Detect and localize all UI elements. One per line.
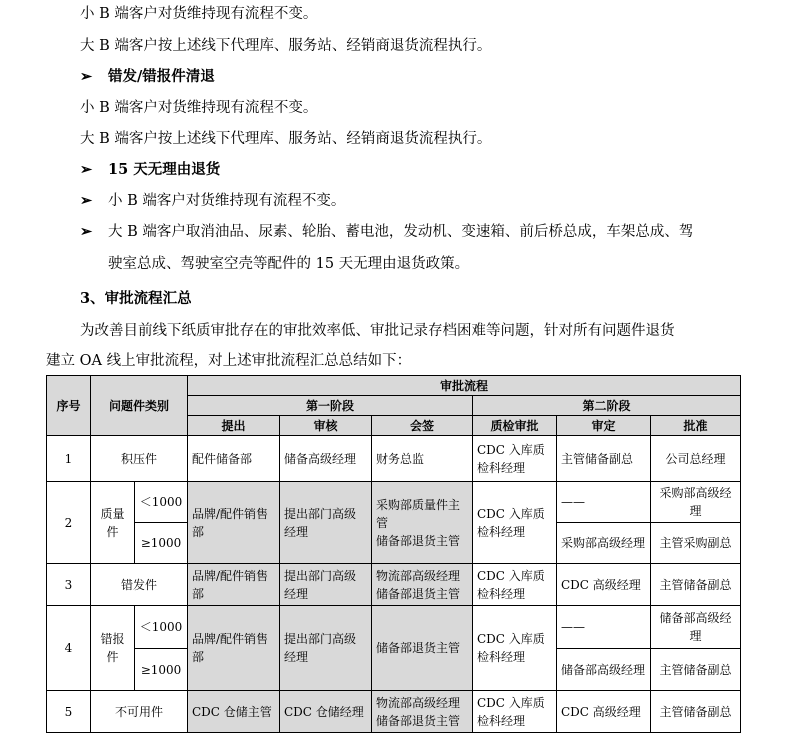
cell-cosign: 财务总监	[372, 436, 473, 482]
cosign-line: 物流部高级经理	[376, 695, 461, 710]
cell-seq: 1	[47, 436, 91, 482]
cosign-line: 采购部质量件主管	[376, 497, 461, 530]
cell-review: 储备高级经理	[280, 436, 372, 482]
cell-qc: CDC 入库质检科经理	[473, 436, 557, 482]
cell-subcategory: ＜1000	[135, 606, 188, 649]
cell-subcategory: ＜1000	[135, 482, 188, 523]
cell-submit: CDC 仓储主管	[188, 691, 280, 733]
header-submit: 提出	[188, 416, 280, 436]
cell-cosign: 储备部退货主管	[372, 606, 473, 691]
cell-approve: 主管储备副总	[651, 649, 741, 691]
cell-seq: 5	[47, 691, 91, 733]
cell-confirm: 储备部高级经理	[557, 649, 651, 691]
cosign-line: 储备部退货主管	[376, 586, 461, 601]
bullet-text: 小 B 端客户对货维持现有流程不变。	[108, 193, 346, 209]
cell-confirm: 采购部高级经理	[557, 523, 651, 564]
bullet-item	[80, 191, 345, 211]
header-review: 审核	[280, 416, 372, 436]
cell-seq: 2	[47, 482, 91, 564]
header-approve: 批准	[651, 416, 741, 436]
header-stage-2: 第二阶段	[473, 396, 741, 416]
cell-category: 错发件	[91, 564, 188, 606]
cell-category: 不可用件	[91, 691, 188, 733]
cell-qc: CDC 入库质检科经理	[473, 564, 557, 606]
cell-subcategory: ≥1000	[135, 649, 188, 691]
table-row	[47, 564, 741, 606]
text-line: 建立 OA 线上审批流程，对上述审批流程汇总总结如下：	[46, 353, 412, 369]
text-line: 大 B 端客户按上述线下代理库、服务站、经销商退货流程执行。	[80, 131, 492, 147]
bullet-item	[80, 222, 693, 242]
text-line: 大 B 端客户按上述线下代理库、服务站、经销商退货流程执行。	[80, 38, 492, 54]
table-row	[47, 691, 741, 733]
cell-approve: 储备部高级经理	[651, 606, 741, 649]
cell-approve: 采购部高级经理	[651, 482, 741, 523]
cell-seq: 4	[47, 606, 91, 691]
cell-review: 提出部门高级经理	[280, 564, 372, 606]
cell-confirm: CDC 高级经理	[557, 691, 651, 733]
cell-qc: CDC 入库质检科经理	[473, 606, 557, 691]
approval-table	[46, 375, 741, 733]
cell-confirm: CDC 高级经理	[557, 564, 651, 606]
cell-cosign	[372, 691, 473, 733]
cell-qc: CDC 入库质检科经理	[473, 691, 557, 733]
cell-approve: 公司总经理	[651, 436, 741, 482]
arrow-bullet-icon: ➢	[80, 161, 93, 178]
bullet-heading	[80, 160, 220, 180]
cell-subcategory: ≥1000	[135, 523, 188, 564]
cosign-line: 储备部退货主管	[376, 713, 461, 728]
cell-confirm: ——	[557, 482, 651, 523]
cell-approve: 主管储备副总	[651, 691, 741, 733]
table-row	[47, 436, 741, 482]
bullet-heading	[80, 67, 215, 87]
header-category: 问题件类别	[91, 376, 188, 436]
cell-category: 积压件	[91, 436, 188, 482]
cell-qc: CDC 入库质检科经理	[473, 482, 557, 564]
header-flow: 审批流程	[188, 376, 741, 396]
arrow-bullet-icon: ➢	[80, 68, 93, 85]
header-seq: 序号	[47, 376, 91, 436]
arrow-bullet-icon: ➢	[80, 192, 93, 209]
bullet-heading-text: 15 天无理由退货	[108, 161, 221, 178]
cell-review: 提出部门高级经理	[280, 482, 372, 564]
header-confirm: 审定	[557, 416, 651, 436]
cell-cosign	[372, 564, 473, 606]
table-row	[47, 482, 741, 523]
cell-submit: 品牌/配件销售部	[188, 564, 280, 606]
header-stage-1: 第一阶段	[188, 396, 473, 416]
cell-submit: 品牌/配件销售部	[188, 606, 280, 691]
cell-submit: 品牌/配件销售部	[188, 482, 280, 564]
text-line: 小 B 端客户对货维持现有流程不变。	[80, 6, 318, 22]
cosign-line: 物流部高级经理	[376, 568, 461, 583]
table-row	[47, 606, 741, 649]
bullet-text: 大 B 端客户取消油品、尿素、轮胎、蓄电池，发动机、变速箱、前后桥总成，车架总成、驾	[108, 224, 694, 240]
cell-confirm: ——	[557, 606, 651, 649]
cell-confirm: 主管储备副总	[557, 436, 651, 482]
cell-review: 提出部门高级经理	[280, 606, 372, 691]
cosign-line: 储备部退货主管	[376, 533, 461, 548]
header-qc: 质检审批	[473, 416, 557, 436]
text-line: 驶室总成、驾驶室空壳等配件的 15 天无理由退货政策。	[108, 256, 470, 272]
text-line: 为改善目前线下纸质审批存在的审批效率低、审批记录存档困难等问题，针对所有问题件退货	[80, 323, 675, 339]
cell-category: 质量件	[91, 482, 135, 564]
cell-approve: 主管储备副总	[651, 564, 741, 606]
arrow-bullet-icon: ➢	[80, 223, 93, 240]
cell-category: 错报件	[91, 606, 135, 691]
section-heading: 3、审批流程汇总	[80, 290, 192, 307]
cell-approve: 主管采购副总	[651, 523, 741, 564]
header-cosign: 会签	[372, 416, 473, 436]
cell-cosign	[372, 482, 473, 564]
bullet-heading-text: 错发/错报件清退	[108, 68, 215, 85]
cell-review: CDC 仓储经理	[280, 691, 372, 733]
cell-submit: 配件储备部	[188, 436, 280, 482]
text-line: 小 B 端客户对货维持现有流程不变。	[80, 100, 318, 116]
cell-seq: 3	[47, 564, 91, 606]
